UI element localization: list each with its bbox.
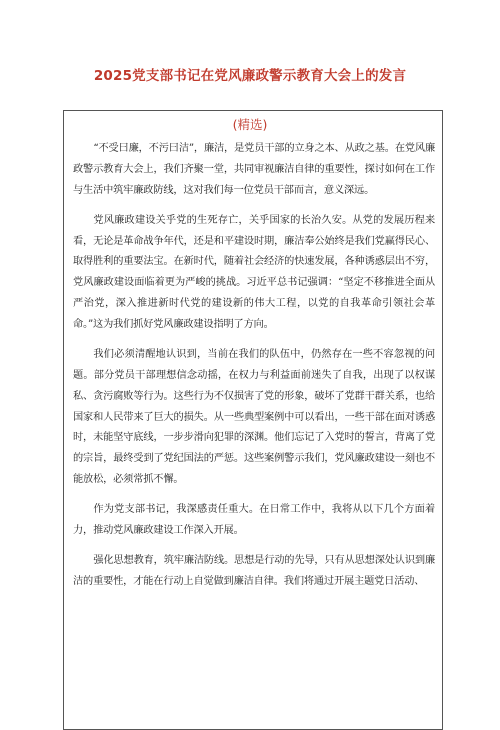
paragraph: 作为党支部书记，我深感责任重大。在日常工作中，我将从以下几个方面着力，推动党风廉政建设工作深入开展。 xyxy=(73,504,435,537)
document-subtitle: (精选) xyxy=(232,117,268,132)
document-body xyxy=(73,139,435,602)
document-title: 2025党支部书记在党风廉政警示教育大会上的发言 xyxy=(93,68,407,84)
paragraph: “不受曰廉，不污曰洁”，廉洁，是党员干部的立身之本、从政之基。在党风廉政警示教育大会上，我们齐聚一堂，共同审视廉洁自律的重要性，探讨如何在工作与生活中筑牢廉政防线，这对我们每一位党员干部而言，意义深远。 xyxy=(73,143,435,196)
paragraph: 党风廉政建设关乎党的生死存亡，关乎国家的长治久安。从党的发展历程来看，无论是革命战争年代，还是和平建设时期，廉洁奉公始终是我们党赢得民心、取得胜利的重要法宝。在新时代，随着社会经济的快速发展，各种诱惑层出不穷，党风廉政建设面临着更为严峻的挑战。习近平总书记强调：“坚定不移推进全面从严治党，深入推进新时代党的建设新的伟大工程，以党的自我革命引领社会革命。”这为我们抓好党风廉政建设指明了方向。 xyxy=(73,214,435,330)
paragraph: 强化思想教育，筑牢廉洁防线。思想是行动的先导，只有从思想深处认识到廉洁的重要性，才能在行动上自觉做到廉洁自律。我们将通过开展主题党日活动、 xyxy=(73,555,435,588)
paragraph: 我们必须清醒地认识到，当前在我们的队伍中，仍然存在一些不容忽视的问题。部分党员干部理想信念动摇，在权力与利益面前迷失了自我，出现了以权谋私、贪污腐败等行为。这些行为不仅损害了党的形象，破坏了党群干群关系，也给国家和人民带来了巨大的损失。从一些典型案例中可以看出，一些干部在面对诱惑时，未能坚守底线，一步步滑向犯罪的深渊。他们忘记了入党时的誓言，背离了党的宗旨，最终受到了党纪国法的严惩。这些案例警示我们，党风廉政建设一刻也不能放松，必须常抓不懈。 xyxy=(73,349,435,485)
